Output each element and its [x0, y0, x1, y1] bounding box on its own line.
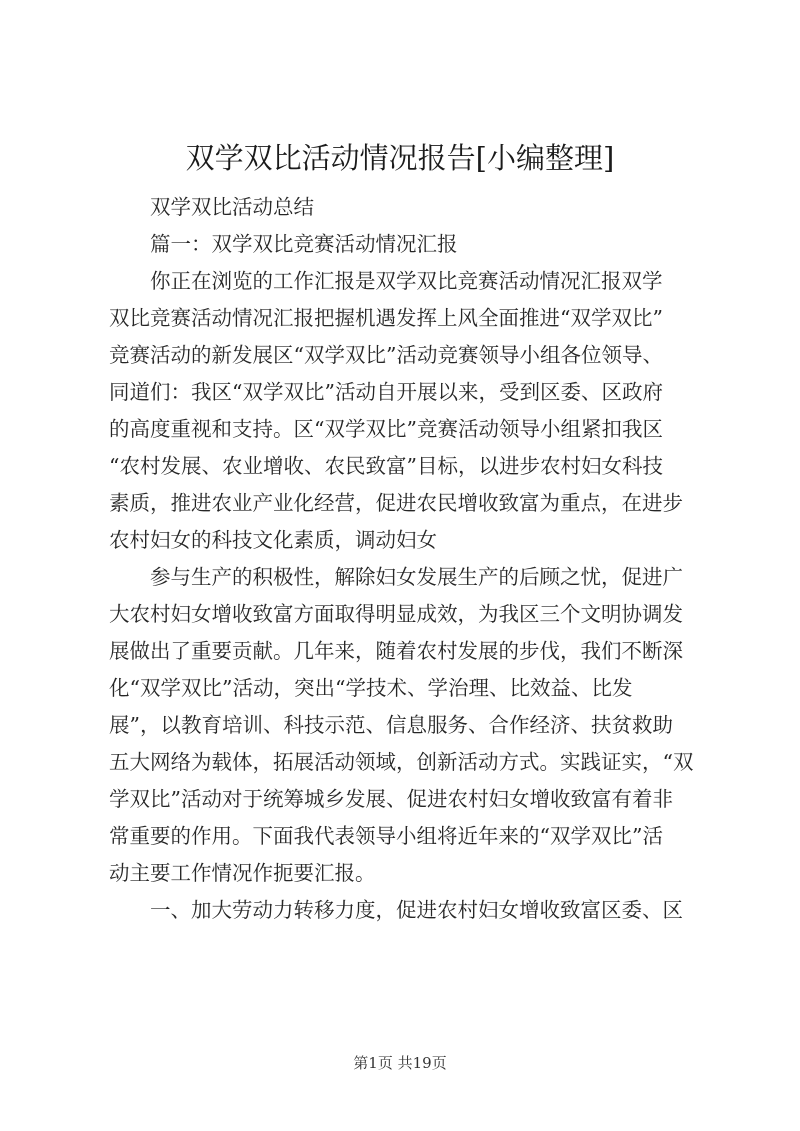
text-line: 双比竞赛活动情况汇报把握机遇发挥上风全面推进“双学双比”: [109, 306, 663, 330]
text-line: 的高度重视和支持。区“双学双比”竞赛活动领导小组紧扣我区: [109, 417, 663, 441]
paragraph-section-heading: [109, 226, 709, 263]
text-line: 双学双比活动总结: [150, 195, 314, 219]
text-line: 学双比”活动对于统筹城乡发展、促进农村妇女增收致富有着非: [109, 787, 673, 811]
paragraph-achievements: [109, 559, 709, 892]
text-line: 常重要的作用。下面我代表领导小组将近年来的“双学双比”活: [109, 824, 663, 848]
paragraph-intro: [109, 263, 709, 559]
paragraph-subtitle: [109, 189, 709, 226]
text-line: 展”，以教育培训、科技示范、信息服务、合作经济、扶贫救助: [109, 713, 673, 737]
text-line: 竞赛活动的新发展区“双学双比”活动竞赛领导小组各位领导、: [109, 343, 663, 367]
text-line: 化“双学双比”活动，突出“学技术、学治理、比效益、比发: [109, 676, 633, 700]
text-line: 大农村妇女增收致富方面取得明显成效，为我区三个文明协调发: [109, 602, 683, 626]
text-line: 农村妇女的科技文化素质，调动妇女: [109, 528, 437, 552]
paragraph-section-one: [109, 892, 709, 929]
text-line: 五大网络为载体，拓展活动领域，创新活动方式。实践证实，“双: [109, 750, 694, 774]
text-line: 动主要工作情况作扼要汇报。: [109, 861, 376, 885]
text-line: “农村发展、农业增收、农民致富”目标，以进步农村妇女科技: [109, 454, 663, 478]
page-footer: 第1页 共19页: [353, 1054, 447, 1072]
text-line: 素质，推进农业产业化经营，促进农民增收致富为重点，在进步: [109, 491, 683, 515]
text-line: 展做出了重要贡献。几年来，随着农村发展的步伐，我们不断深: [109, 639, 683, 663]
text-line: 参与生产的积极性，解除妇女发展生产的后顾之忧，促进广: [150, 565, 683, 589]
text-line: 同道们：我区“双学双比”活动自开展以来，受到区委、区政府: [109, 380, 663, 404]
document-body: [109, 189, 709, 929]
text-line: 你正在浏览的工作汇报是双学双比竞赛活动情况汇报双学: [150, 269, 663, 293]
text-line: 一、加大劳动力转移力度，促进农村妇女增收致富区委、区: [150, 898, 683, 922]
document-title: 双学双比活动情况报告[小编整理]: [185, 141, 615, 175]
text-line: 篇一：双学双比竞赛活动情况汇报: [150, 232, 458, 256]
